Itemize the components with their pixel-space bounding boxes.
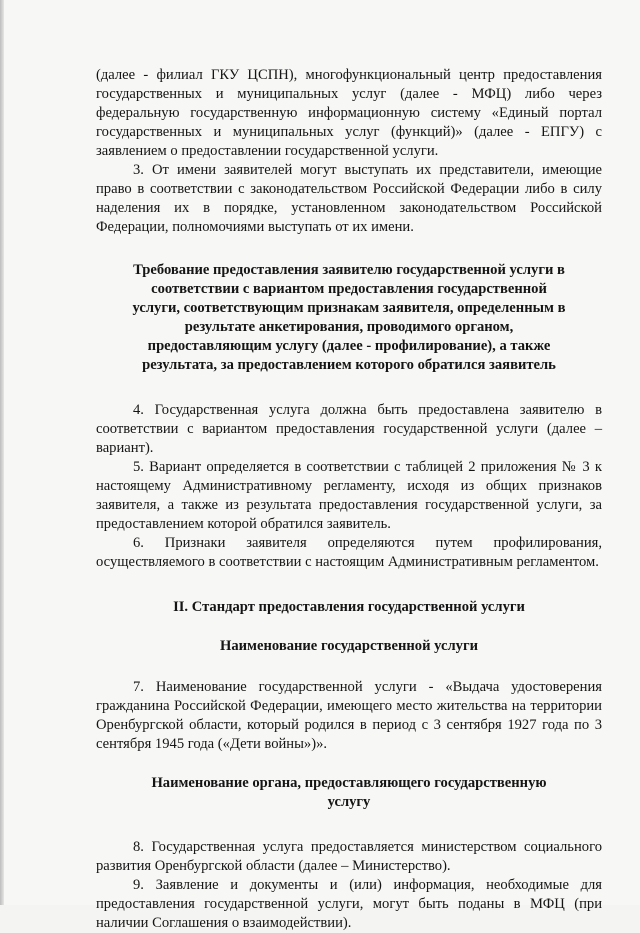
paragraph-continuation: (далее - филиал ГКУ ЦСПН), многофункциональный центр предоставления государственных и муниципальных услуг (далее - МФЦ) либо через федеральную государственную информационную систему «Единый портал государственных и муниципальных услуг (функций)» (далее - ЕПГУ) с заявлением о предоставлении государственной услуги. [96,67,602,159]
paragraph-6: 6. Признаки заявителя определяются путем профилирования, осуществляемого в соответствии с настоящим Административным регламентом. [96,535,602,570]
heading-requirement: Требование предоставления заявителю государственной услуги в соответствии с вариантом предоставления государственной услуги, соответствующим признакам заявителя, определенным в результате анкетирования, проводимого органом, предоставляющим услугу (далее - профилирование), а также результата, за предоставлением которого обратился заявитель [132,262,566,373]
heading-organ: Наименование органа, предоставляющего государственную услугу [151,775,547,810]
paragraph-8: 8. Государственная услуга предоставляется министерством социального развития Оренбургской области (далее – Министерство). [96,839,602,874]
document-body [96,66,602,933]
paragraph-7: 7. Наименование государственной услуги - «Выдача удостоверения гражданина Российской Федерации, имеющего место жительства на территории Оренбургской области, который родился в период с 3 сентября 1927 года по 3 сентября 1945 года («Дети войны»)». [96,679,602,752]
heading-section-2: II. Стандарт предоставления государственной услуги [173,599,525,615]
paragraph-4: 4. Государственная услуга должна быть предоставлена заявителю в соответствии с вариантом предоставления государственной услуги (далее – вариант). [96,402,602,456]
paragraph-9: 9. Заявление и документы и (или) информация, необходимые для предоставления государственной услуги, могут быть поданы в МФЦ (при наличии Соглашения о взаимодействии). [96,877,602,931]
paragraph-3: 3. От имени заявителей могут выступать их представители, имеющие право в соответствии с законодательством Российской Федерации либо в силу наделения их в порядке, установленном законодательством Российской Федерации, полномочиями выступать от их имени. [96,162,602,235]
scan-edge [0,0,4,905]
paragraph-5: 5. Вариант определяется в соответствии с таблицей 2 приложения № 3 к настоящему Административному регламенту, исходя из общих признаков заявителя, а также из результата предоставления государственной услуги, за предоставлением которой обратился заявитель. [96,459,602,532]
heading-service-name: Наименование государственной услуги [220,638,478,654]
